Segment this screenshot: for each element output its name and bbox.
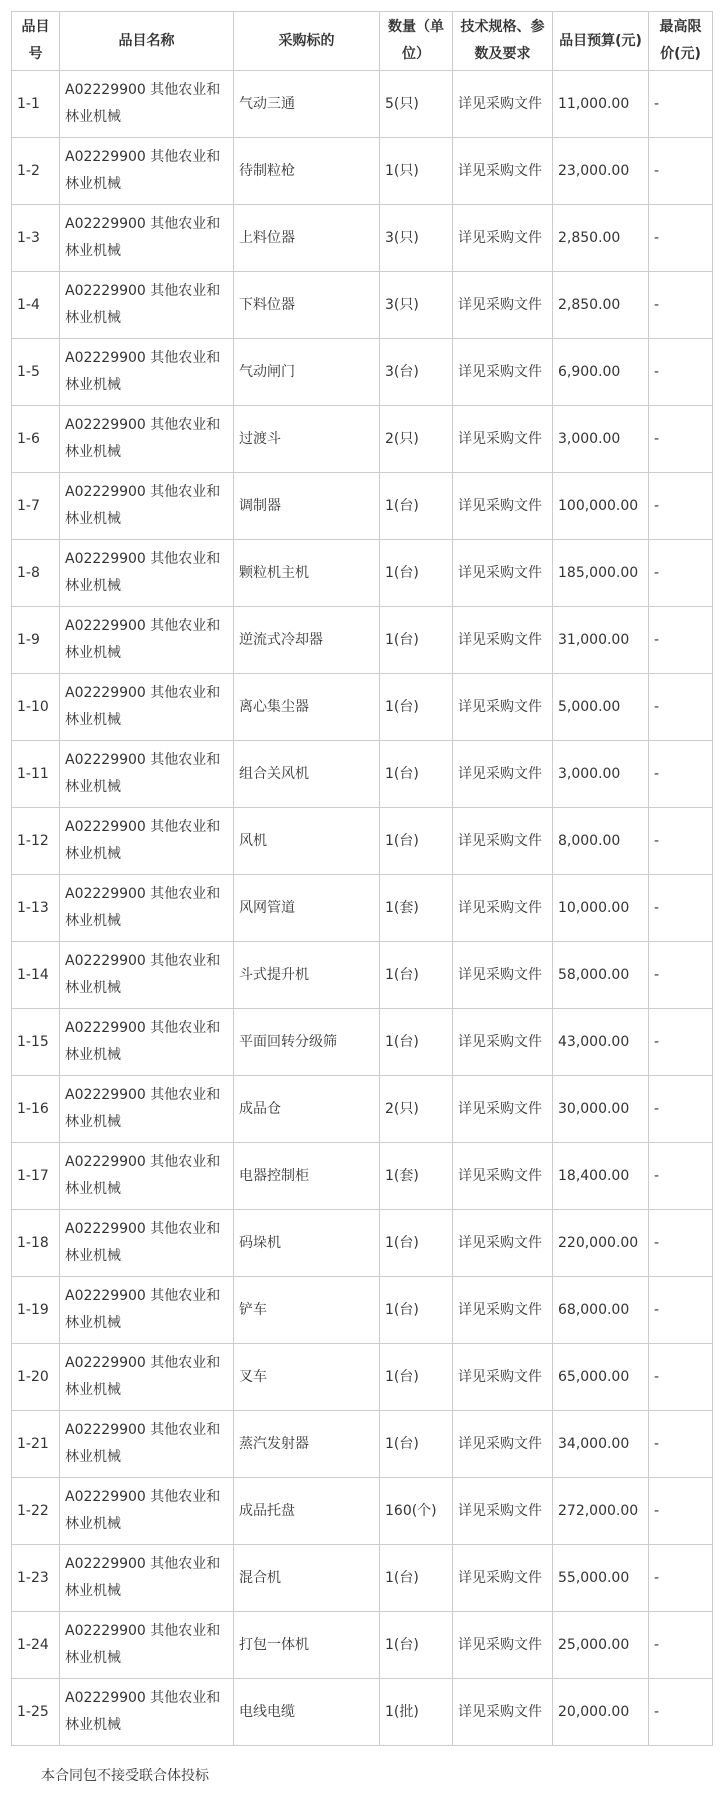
cell-max-price: - xyxy=(649,540,713,607)
cell-item-no: 1-8 xyxy=(12,540,60,607)
table-row xyxy=(12,1478,713,1545)
cell-item-no: 1-21 xyxy=(12,1411,60,1478)
table-row xyxy=(12,205,713,272)
table-row xyxy=(12,1411,713,1478)
cell-spec: 详见采购文件 xyxy=(453,540,553,607)
cell-item-no: 1-25 xyxy=(12,1679,60,1746)
cell-budget: 220,000.00 xyxy=(553,1210,649,1277)
cell-max-price: - xyxy=(649,875,713,942)
cell-target: 混合机 xyxy=(234,1545,380,1612)
cell-spec: 详见采购文件 xyxy=(453,406,553,473)
cell-budget: 3,000.00 xyxy=(553,406,649,473)
cell-target: 下料位器 xyxy=(234,272,380,339)
cell-target: 待制粒枪 xyxy=(234,138,380,205)
cell-target: 成品仓 xyxy=(234,1076,380,1143)
cell-target: 气动闸门 xyxy=(234,339,380,406)
cell-target: 码垛机 xyxy=(234,1210,380,1277)
cell-spec: 详见采购文件 xyxy=(453,1277,553,1344)
table-row xyxy=(12,1679,713,1746)
cell-max-price: - xyxy=(649,473,713,540)
cell-max-price: - xyxy=(649,808,713,875)
cell-max-price: - xyxy=(649,205,713,272)
cell-quantity: 1(台) xyxy=(380,540,453,607)
cell-target: 电线电缆 xyxy=(234,1679,380,1746)
cell-item-name: A02229900 其他农业和林业机械 xyxy=(60,1612,234,1679)
cell-target: 成品托盘 xyxy=(234,1478,380,1545)
cell-spec: 详见采购文件 xyxy=(453,1679,553,1746)
cell-target: 风机 xyxy=(234,808,380,875)
cell-item-no: 1-6 xyxy=(12,406,60,473)
cell-item-name: A02229900 其他农业和林业机械 xyxy=(60,607,234,674)
cell-target: 打包一体机 xyxy=(234,1612,380,1679)
cell-spec: 详见采购文件 xyxy=(453,138,553,205)
cell-budget: 43,000.00 xyxy=(553,1009,649,1076)
header-item-name: 品目名称 xyxy=(60,12,234,71)
cell-item-name: A02229900 其他农业和林业机械 xyxy=(60,1210,234,1277)
cell-target: 叉车 xyxy=(234,1344,380,1411)
cell-quantity: 1(只) xyxy=(380,138,453,205)
cell-item-no: 1-9 xyxy=(12,607,60,674)
cell-budget: 65,000.00 xyxy=(553,1344,649,1411)
cell-item-no: 1-1 xyxy=(12,71,60,138)
cell-max-price: - xyxy=(649,272,713,339)
cell-target: 过渡斗 xyxy=(234,406,380,473)
cell-budget: 272,000.00 xyxy=(553,1478,649,1545)
cell-item-name: A02229900 其他农业和林业机械 xyxy=(60,1076,234,1143)
cell-item-name: A02229900 其他农业和林业机械 xyxy=(60,138,234,205)
cell-item-name: A02229900 其他农业和林业机械 xyxy=(60,741,234,808)
cell-max-price: - xyxy=(649,339,713,406)
cell-quantity: 1(台) xyxy=(380,674,453,741)
cell-quantity: 1(台) xyxy=(380,741,453,808)
table-row xyxy=(12,272,713,339)
cell-item-name: A02229900 其他农业和林业机械 xyxy=(60,942,234,1009)
cell-max-price: - xyxy=(649,741,713,808)
header-max-price: 最高限价(元) xyxy=(649,12,713,71)
header-row xyxy=(12,12,713,71)
cell-spec: 详见采购文件 xyxy=(453,1076,553,1143)
cell-max-price: - xyxy=(649,1545,713,1612)
cell-budget: 3,000.00 xyxy=(553,741,649,808)
cell-item-name: A02229900 其他农业和林业机械 xyxy=(60,1143,234,1210)
cell-item-name: A02229900 其他农业和林业机械 xyxy=(60,808,234,875)
cell-target: 上料位器 xyxy=(234,205,380,272)
cell-max-price: - xyxy=(649,406,713,473)
cell-target: 离心集尘器 xyxy=(234,674,380,741)
cell-item-no: 1-22 xyxy=(12,1478,60,1545)
cell-item-name: A02229900 其他农业和林业机械 xyxy=(60,674,234,741)
cell-quantity: 1(台) xyxy=(380,1411,453,1478)
cell-budget: 11,000.00 xyxy=(553,71,649,138)
cell-quantity: 1(台) xyxy=(380,607,453,674)
cell-spec: 详见采购文件 xyxy=(453,1344,553,1411)
table-body xyxy=(12,71,713,1746)
cell-spec: 详见采购文件 xyxy=(453,1210,553,1277)
cell-spec: 详见采购文件 xyxy=(453,1612,553,1679)
cell-quantity: 3(台) xyxy=(380,339,453,406)
cell-budget: 10,000.00 xyxy=(553,875,649,942)
header-target: 采购标的 xyxy=(234,12,380,71)
cell-max-price: - xyxy=(649,1478,713,1545)
cell-budget: 58,000.00 xyxy=(553,942,649,1009)
cell-budget: 18,400.00 xyxy=(553,1143,649,1210)
cell-spec: 详见采购文件 xyxy=(453,205,553,272)
header-budget: 品目预算(元) xyxy=(553,12,649,71)
cell-spec: 详见采购文件 xyxy=(453,741,553,808)
cell-max-price: - xyxy=(649,1277,713,1344)
cell-target: 风网管道 xyxy=(234,875,380,942)
cell-item-no: 1-2 xyxy=(12,138,60,205)
cell-item-no: 1-5 xyxy=(12,339,60,406)
cell-budget: 8,000.00 xyxy=(553,808,649,875)
cell-max-price: - xyxy=(649,1076,713,1143)
cell-quantity: 1(台) xyxy=(380,942,453,1009)
cell-spec: 详见采购文件 xyxy=(453,71,553,138)
cell-target: 组合关风机 xyxy=(234,741,380,808)
table-row xyxy=(12,875,713,942)
cell-budget: 6,900.00 xyxy=(553,339,649,406)
cell-spec: 详见采购文件 xyxy=(453,339,553,406)
cell-item-name: A02229900 其他农业和林业机械 xyxy=(60,1344,234,1411)
cell-budget: 25,000.00 xyxy=(553,1612,649,1679)
cell-budget: 23,000.00 xyxy=(553,138,649,205)
cell-item-name: A02229900 其他农业和林业机械 xyxy=(60,1545,234,1612)
cell-target: 电器控制柜 xyxy=(234,1143,380,1210)
cell-max-price: - xyxy=(649,1210,713,1277)
cell-spec: 详见采购文件 xyxy=(453,942,553,1009)
cell-target: 调制器 xyxy=(234,473,380,540)
cell-item-no: 1-17 xyxy=(12,1143,60,1210)
cell-quantity: 3(只) xyxy=(380,205,453,272)
cell-quantity: 1(套) xyxy=(380,875,453,942)
table-row xyxy=(12,1210,713,1277)
cell-item-no: 1-23 xyxy=(12,1545,60,1612)
table-header xyxy=(12,12,713,71)
procurement-table xyxy=(11,11,713,1746)
table-row xyxy=(12,138,713,205)
procurement-table-container xyxy=(11,11,712,1746)
cell-budget: 31,000.00 xyxy=(553,607,649,674)
cell-max-price: - xyxy=(649,1143,713,1210)
cell-max-price: - xyxy=(649,1344,713,1411)
cell-spec: 详见采购文件 xyxy=(453,607,553,674)
cell-target: 平面回转分级筛 xyxy=(234,1009,380,1076)
cell-item-no: 1-15 xyxy=(12,1009,60,1076)
cell-budget: 30,000.00 xyxy=(553,1076,649,1143)
cell-quantity: 1(台) xyxy=(380,1277,453,1344)
table-row xyxy=(12,674,713,741)
cell-spec: 详见采购文件 xyxy=(453,1478,553,1545)
cell-budget: 185,000.00 xyxy=(553,540,649,607)
cell-max-price: - xyxy=(649,71,713,138)
cell-budget: 2,850.00 xyxy=(553,272,649,339)
cell-max-price: - xyxy=(649,942,713,1009)
cell-item-no: 1-3 xyxy=(12,205,60,272)
cell-budget: 100,000.00 xyxy=(553,473,649,540)
cell-target: 斗式提升机 xyxy=(234,942,380,1009)
cell-item-no: 1-7 xyxy=(12,473,60,540)
cell-target: 逆流式冷却器 xyxy=(234,607,380,674)
cell-budget: 2,850.00 xyxy=(553,205,649,272)
cell-quantity: 1(台) xyxy=(380,473,453,540)
cell-item-name: A02229900 其他农业和林业机械 xyxy=(60,1009,234,1076)
cell-item-no: 1-24 xyxy=(12,1612,60,1679)
cell-quantity: 2(只) xyxy=(380,406,453,473)
cell-item-no: 1-4 xyxy=(12,272,60,339)
cell-quantity: 1(台) xyxy=(380,1545,453,1612)
cell-target: 颗粒机主机 xyxy=(234,540,380,607)
cell-quantity: 1(台) xyxy=(380,1612,453,1679)
cell-max-price: - xyxy=(649,674,713,741)
cell-max-price: - xyxy=(649,1009,713,1076)
cell-item-no: 1-11 xyxy=(12,741,60,808)
cell-max-price: - xyxy=(649,138,713,205)
table-row xyxy=(12,473,713,540)
table-row xyxy=(12,339,713,406)
cell-quantity: 3(只) xyxy=(380,272,453,339)
cell-item-name: A02229900 其他农业和林业机械 xyxy=(60,875,234,942)
cell-item-no: 1-16 xyxy=(12,1076,60,1143)
table-row xyxy=(12,741,713,808)
header-item-no: 品目号 xyxy=(12,12,60,71)
header-quantity: 数量（单位） xyxy=(380,12,453,71)
table-row xyxy=(12,1009,713,1076)
cell-item-no: 1-19 xyxy=(12,1277,60,1344)
cell-item-no: 1-18 xyxy=(12,1210,60,1277)
cell-item-name: A02229900 其他农业和林业机械 xyxy=(60,406,234,473)
table-row xyxy=(12,607,713,674)
cell-item-no: 1-14 xyxy=(12,942,60,1009)
cell-spec: 详见采购文件 xyxy=(453,272,553,339)
table-row xyxy=(12,540,713,607)
cell-max-price: - xyxy=(649,1612,713,1679)
table-row xyxy=(12,1545,713,1612)
cell-target: 气动三通 xyxy=(234,71,380,138)
cell-spec: 详见采购文件 xyxy=(453,473,553,540)
cell-target: 铲车 xyxy=(234,1277,380,1344)
table-row xyxy=(12,406,713,473)
cell-quantity: 1(套) xyxy=(380,1143,453,1210)
cell-spec: 详见采购文件 xyxy=(453,875,553,942)
cell-quantity: 1(台) xyxy=(380,1009,453,1076)
cell-max-price: - xyxy=(649,1679,713,1746)
cell-item-name: A02229900 其他农业和林业机械 xyxy=(60,272,234,339)
cell-budget: 68,000.00 xyxy=(553,1277,649,1344)
cell-item-name: A02229900 其他农业和林业机械 xyxy=(60,540,234,607)
cell-budget: 20,000.00 xyxy=(553,1679,649,1746)
cell-item-name: A02229900 其他农业和林业机械 xyxy=(60,1411,234,1478)
cell-spec: 详见采购文件 xyxy=(453,1545,553,1612)
cell-item-no: 1-10 xyxy=(12,674,60,741)
cell-item-name: A02229900 其他农业和林业机械 xyxy=(60,71,234,138)
table-row xyxy=(12,1344,713,1411)
cell-budget: 34,000.00 xyxy=(553,1411,649,1478)
cell-quantity: 1(台) xyxy=(380,1210,453,1277)
cell-item-name: A02229900 其他农业和林业机械 xyxy=(60,1679,234,1746)
cell-max-price: - xyxy=(649,1411,713,1478)
table-row xyxy=(12,942,713,1009)
cell-item-no: 1-12 xyxy=(12,808,60,875)
header-spec: 技术规格、参数及要求 xyxy=(453,12,553,71)
cell-item-name: A02229900 其他农业和林业机械 xyxy=(60,339,234,406)
cell-quantity: 1(台) xyxy=(380,1344,453,1411)
cell-spec: 详见采购文件 xyxy=(453,1009,553,1076)
table-row xyxy=(12,1143,713,1210)
cell-item-no: 1-13 xyxy=(12,875,60,942)
cell-quantity: 5(只) xyxy=(380,71,453,138)
cell-spec: 详见采购文件 xyxy=(453,674,553,741)
cell-max-price: - xyxy=(649,607,713,674)
cell-target: 蒸汽发射器 xyxy=(234,1411,380,1478)
cell-item-name: A02229900 其他农业和林业机械 xyxy=(60,473,234,540)
cell-budget: 5,000.00 xyxy=(553,674,649,741)
table-row xyxy=(12,1076,713,1143)
cell-item-name: A02229900 其他农业和林业机械 xyxy=(60,1478,234,1545)
cell-spec: 详见采购文件 xyxy=(453,1411,553,1478)
cell-spec: 详见采购文件 xyxy=(453,1143,553,1210)
cell-spec: 详见采购文件 xyxy=(453,808,553,875)
cell-item-name: A02229900 其他农业和林业机械 xyxy=(60,205,234,272)
cell-item-no: 1-20 xyxy=(12,1344,60,1411)
table-row xyxy=(12,71,713,138)
table-row xyxy=(12,1612,713,1679)
cell-budget: 55,000.00 xyxy=(553,1545,649,1612)
cell-quantity: 160(个) xyxy=(380,1478,453,1545)
cell-quantity: 2(只) xyxy=(380,1076,453,1143)
table-row xyxy=(12,808,713,875)
cell-quantity: 1(台) xyxy=(380,808,453,875)
cell-item-name: A02229900 其他农业和林业机械 xyxy=(60,1277,234,1344)
cell-quantity: 1(批) xyxy=(380,1679,453,1746)
table-row xyxy=(12,1277,713,1344)
footnote: 本合同包不接受联合体投标 xyxy=(41,1768,209,1784)
